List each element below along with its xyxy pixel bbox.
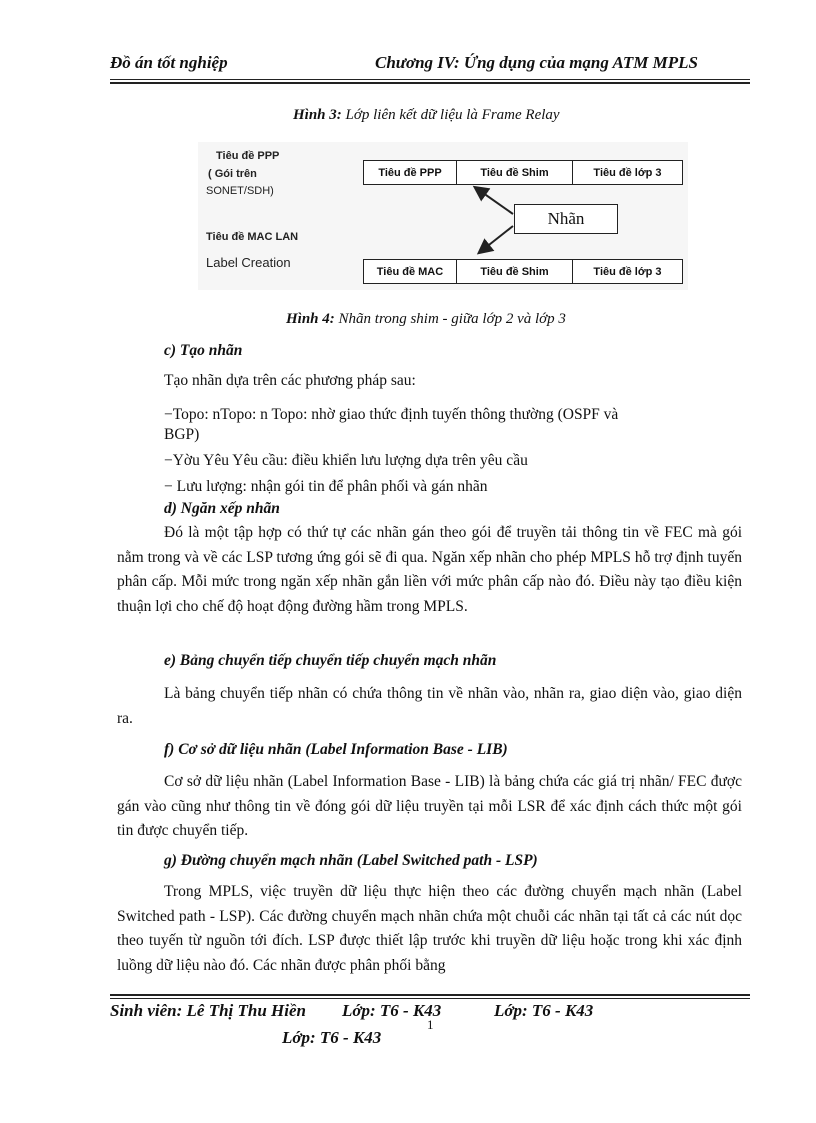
section-c-item2: −Yờu Yêu Yêu cầu: điều khiển lưu lượng dựa trên yêu cầu [164,452,528,469]
section-c-item3: − Lưu lượng: nhận gói tin để phân phối và gán nhãn [164,478,488,495]
section-d-body: Đó là một tập hợp có thứ tự các nhãn gán theo gói để truyền tải thông tin về FEC mà gói nằm trong và về các LSP tương ứng gói sẽ đi qua. Ngăn xếp nhãn cho phép MPLS hỗ trợ định tuyến phân cấp. Mỗi mức trong ngăn xếp nhãn gắn liền với mức phân cấp nào đó. Điều này tạo điều kiện thuận lợi cho chế độ hoạt động đường hầm trong MPLS. [117,524,742,615]
figure4-caption-text: Nhãn trong shim - giữa lớp 2 và lớp 3 [338,311,566,327]
footer-class-3: Lớp: T6 - K43 [282,1028,382,1047]
footer-rule-thick [110,994,750,996]
section-c-item1-cont: BGP) [164,426,200,443]
section-f-body: Cơ sở dữ liệu nhãn (Label Information Base - LIB) là bảng chứa các giá trị nhãn/ FEC được gán vào cũng như thông tin về đóng gói dữ liệu truyền tại mỗi LSR để xác định cách thức một gói tin được chuyển tiếp. [117,773,742,839]
section-f-heading: f) Cơ sở dữ liệu nhãn (Label Information Base - LIB) [164,741,508,758]
figure3-caption [293,107,560,124]
header-left: Đồ án tốt nghiệp [110,53,228,72]
section-c-item1: −Topo: nTopo: n Topo: nhờ giao thức định tuyến thông thường (OSPF và [164,406,619,423]
header-rule-thick [110,82,750,84]
footer-class-1: Lớp: T6 - K43 [342,1001,442,1020]
header-rule [110,79,750,80]
mac-label: Tiêu đề MAC LAN [206,231,299,243]
footer-rule [110,998,750,999]
ppp-label-line3: SONET/SDH) [206,185,274,197]
mac-frame-row [363,259,683,284]
ppp-header-cell: Tiêu đề PPP [364,161,457,184]
ppp-label-line2: ( Gói trên [208,168,257,180]
label-box: Nhãn [514,204,618,234]
shim-header-cell: Tiêu đề Shim [457,161,573,184]
figure3-caption-label: Hình 3: [293,107,342,123]
footer-student: Sinh viên: Lê Thị Thu Hiền [110,1001,306,1020]
header-right: Chương IV: Ứng dụng của mạng ATM MPLS [375,53,698,72]
page-number: 1 [427,1017,434,1032]
label-shim-diagram [198,142,688,290]
layer3-header-cell-bottom: Tiêu đề lớp 3 [593,265,662,278]
layer3-header-cell: Tiêu đề lớp 3 [593,166,662,179]
figure3-caption-text: Lớp liên kết dữ liệu là Frame Relay [345,107,560,123]
section-c-heading: c) Tạo nhãn [164,342,243,359]
arrow-to-bottom-shim [480,226,513,252]
figure4-caption-label: Hình 4: [286,311,335,327]
figure4-caption [286,311,566,328]
footer-class-2: Lớp: T6 - K43 [494,1001,594,1020]
ppp-label-line1: Tiêu đề PPP [216,150,280,162]
mac-header-cell: Tiêu đề MAC [364,260,457,283]
section-e-heading: e) Bảng chuyển tiếp chuyển tiếp chuyển mạch nhãn [164,652,497,669]
section-g-body: Trong MPLS, việc truyền dữ liệu thực hiện theo các đường chuyển mạch nhãn (Label Switched path - LSP). Các đường chuyển mạch nhãn chứa một chuỗi các nhãn tại tất cả các nút dọc theo tuyến từ nguồn tới đích. LSP được thiết lập trước khi truyền dữ liệu hoặc trong khi xác định luồng dữ liệu nào đó. Các nhãn được phân phối bằng [117,883,742,974]
arrow-to-top-shim [476,188,513,214]
section-g-heading: g) Đường chuyển mạch nhãn (Label Switched path - LSP) [164,852,538,869]
section-c-intro: Tạo nhãn dựa trên các phương pháp sau: [164,372,416,389]
shim-header-cell-bottom: Tiêu đề Shim [457,260,573,283]
section-e-body: Là bảng chuyển tiếp nhãn có chứa thông tin về nhãn vào, nhãn ra, giao diện vào, giao diện ra. [117,685,742,727]
section-d-heading: d) Ngăn xếp nhãn [164,500,280,517]
label-creation: Label Creation [206,255,291,270]
